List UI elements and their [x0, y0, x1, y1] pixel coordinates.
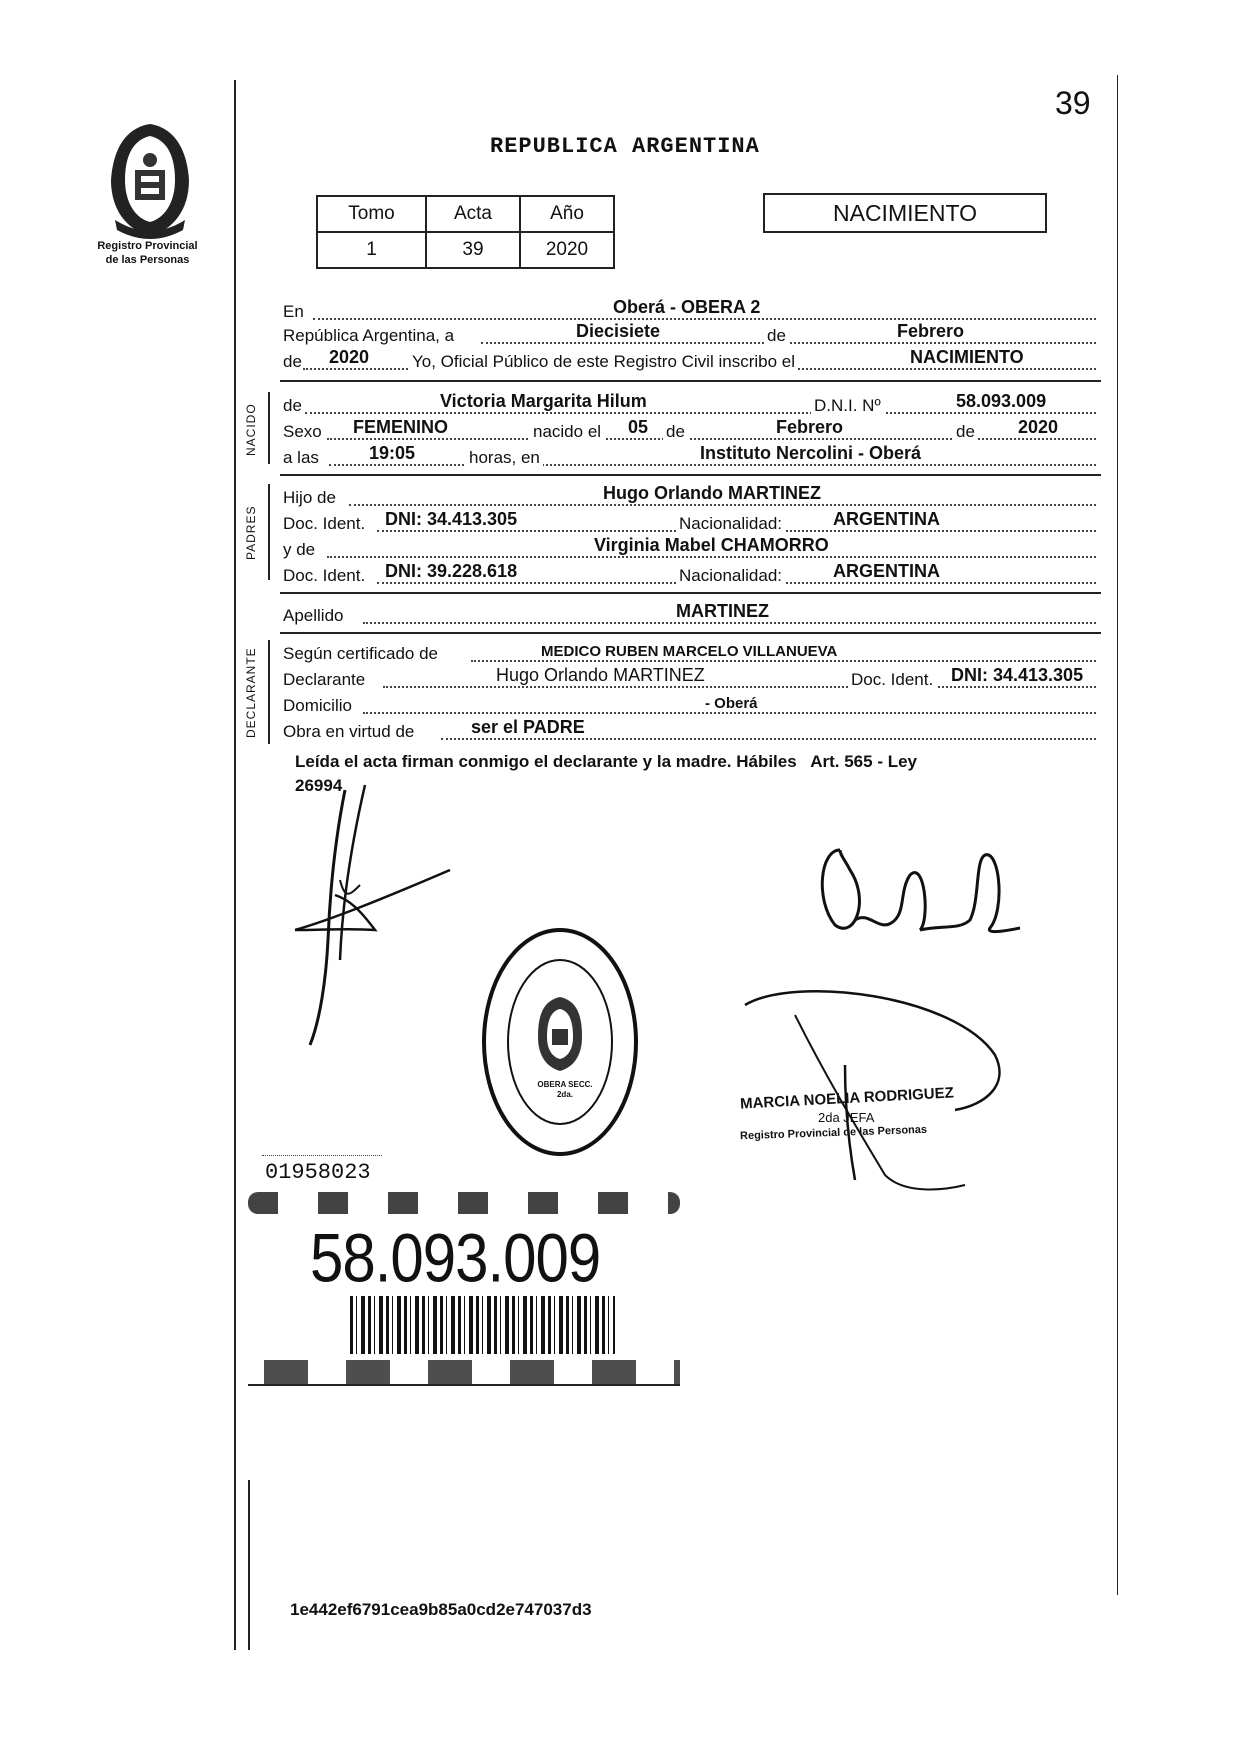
sticker-underline	[248, 1384, 680, 1386]
leader	[383, 686, 1096, 688]
line-mother-doc	[283, 562, 1096, 588]
birth-month: Febrero	[776, 417, 844, 437]
line-republica	[283, 322, 1096, 348]
leader	[329, 464, 1096, 466]
line-alas	[283, 444, 1096, 470]
serial-underline	[262, 1155, 382, 1156]
leader	[471, 660, 1096, 662]
right-margin-line	[1117, 75, 1118, 1595]
nacido-label: nacido el	[530, 422, 604, 442]
day-value: Diecisiete	[576, 321, 661, 341]
register-header-tomo: Tomo	[317, 196, 426, 232]
dni-label: D.N.I. Nº	[811, 396, 884, 416]
line-domicilio	[283, 692, 1096, 718]
seal-inner-text: OBERA SECC. 2da.	[537, 1080, 593, 1099]
father-doc: DNI: 34.413.305	[385, 509, 518, 529]
register-value-tomo: 1	[317, 232, 426, 268]
leader	[313, 318, 1096, 320]
obra-label: Obra en virtud de	[283, 722, 415, 741]
barcode	[350, 1296, 615, 1354]
act-type-box	[763, 193, 1047, 233]
nacionalidad-label: Nacionalidad:	[676, 514, 785, 534]
mother-name: Virginia Mabel CHAMORRO	[594, 535, 829, 555]
emblem	[95, 120, 205, 240]
register-value-acta: 39	[426, 232, 520, 268]
serial-number: 01958023	[265, 1160, 371, 1185]
line-hijo	[283, 484, 1096, 510]
registry-text: Yo, Oficial Público de este Registro Civil inscribo el	[409, 352, 798, 372]
hijo-label: Hijo de	[283, 488, 336, 507]
line-nacido-name	[283, 392, 1096, 418]
section-bar	[268, 640, 270, 744]
obra-value: ser el PADRE	[471, 717, 585, 737]
doc-label: Doc. Ident.	[283, 514, 366, 533]
line-yde	[283, 536, 1096, 562]
mother-doc: DNI: 39.228.618	[385, 561, 518, 581]
year-prefix: de	[283, 352, 302, 371]
line-declarante	[283, 666, 1096, 692]
issuer-line2: de las Personas	[105, 254, 190, 266]
closing-line-2: 26994	[295, 776, 343, 795]
leader	[441, 738, 1096, 740]
leader	[363, 712, 1096, 714]
alas-label: a las	[283, 448, 319, 467]
separator	[280, 592, 1101, 594]
official-office: Registro Provincial de las Personas	[739, 1123, 928, 1143]
leader	[305, 412, 1096, 414]
line-obra	[283, 718, 1096, 744]
page-number: 39	[1055, 85, 1091, 121]
line-cert	[283, 640, 1096, 666]
sticker-dni: 58.093.009	[310, 1219, 601, 1297]
mother-nationality: ARGENTINA	[833, 561, 940, 581]
section-bar	[268, 392, 270, 464]
leader	[327, 438, 1096, 440]
birth-place: Instituto Nercolini - Oberá	[700, 443, 922, 463]
declarante-label: Declarante	[283, 670, 366, 689]
official-role: 2da JEFA	[818, 1110, 875, 1125]
apellido-label: Apellido	[283, 606, 344, 625]
birth-time: 19:05	[369, 443, 416, 463]
domicilio-label: Domicilio	[283, 696, 352, 715]
nacido-de-label: de	[283, 396, 302, 415]
father-name: Hugo Orlando MARTINEZ	[603, 483, 821, 503]
page-title: REPUBLICA ARGENTINA	[490, 134, 760, 159]
sexo-label: Sexo	[283, 422, 322, 441]
de-label-3: de	[953, 422, 978, 442]
issuer-line1: Registro Provincial	[97, 240, 198, 252]
line-year	[283, 348, 1096, 374]
father-nationality: ARGENTINA	[833, 509, 940, 529]
registry-value: NACIMIENTO	[910, 347, 1024, 367]
section-declarante: DECLARANTE	[244, 647, 258, 738]
leader	[349, 504, 1096, 506]
apellido-value: MARTINEZ	[676, 601, 769, 621]
sticker-pattern-bottom	[248, 1360, 680, 1384]
mother-signature	[810, 840, 1030, 950]
line-father-doc	[283, 510, 1096, 536]
sexo-value: FEMENINO	[353, 417, 449, 437]
register-table	[316, 195, 615, 269]
official-name: MARCIA NOELIA RODRIGUEZ	[739, 1084, 955, 1113]
closing-line-1: Leída el acta firman conmigo el declarante y la madre. Hábiles Art. 565 - Ley	[295, 752, 917, 771]
de-label: de	[767, 326, 786, 345]
separator	[280, 632, 1101, 634]
nacido-dni: 58.093.009	[956, 391, 1047, 411]
cert-value: MEDICO RUBEN MARCELO VILLANUEVA	[541, 643, 838, 660]
republica-label: República Argentina, a	[283, 326, 455, 345]
separator	[280, 474, 1101, 476]
doc-label: Doc. Ident.	[283, 566, 366, 585]
line-en	[283, 298, 1096, 324]
sticker-pattern-top	[248, 1192, 680, 1214]
birth-year: 2020	[1018, 417, 1059, 437]
doc-label: Doc. Ident.	[848, 670, 936, 690]
leader	[363, 622, 1096, 624]
section-padres: PADRES	[244, 505, 258, 560]
line-sexo	[283, 418, 1096, 444]
leader	[327, 556, 1096, 558]
birth-day: 05	[628, 417, 649, 437]
left-margin-line	[234, 80, 236, 1650]
year-value: 2020	[329, 347, 370, 367]
horas-label: horas, en	[466, 448, 543, 468]
de-label-2: de	[663, 422, 688, 442]
register-header-acta: Acta	[426, 196, 520, 232]
document-hash: 1e442ef6791cea9b85a0cd2e747037d3	[290, 1600, 592, 1619]
dni-sticker	[248, 1188, 680, 1388]
yde-label: y de	[283, 540, 316, 559]
official-seal	[480, 925, 640, 1160]
declarante-doc: DNI: 34.413.305	[951, 665, 1084, 685]
left-margin-line-lower	[248, 1480, 250, 1650]
section-nacido: NACIDO	[244, 403, 258, 456]
section-bar	[268, 484, 270, 580]
separator	[280, 380, 1101, 382]
leader	[481, 342, 1096, 344]
declarante-name: Hugo Orlando MARTINEZ	[496, 665, 705, 685]
register-header-anio: Año	[520, 196, 614, 232]
en-value: Oberá - OBERA 2	[613, 297, 761, 317]
en-label: En	[283, 302, 304, 321]
cert-label: Según certificado de	[283, 644, 438, 663]
act-type: NACIMIENTO	[833, 200, 977, 226]
nacido-name: Victoria Margarita Hilum	[440, 391, 647, 411]
nacionalidad-label: Nacionalidad:	[676, 566, 785, 586]
declarant-signature	[290, 780, 470, 1050]
month-value: Febrero	[897, 321, 965, 341]
domicilio-value: - Oberá	[705, 695, 758, 712]
register-value-anio: 2020	[520, 232, 614, 268]
line-apellido	[283, 602, 1096, 628]
